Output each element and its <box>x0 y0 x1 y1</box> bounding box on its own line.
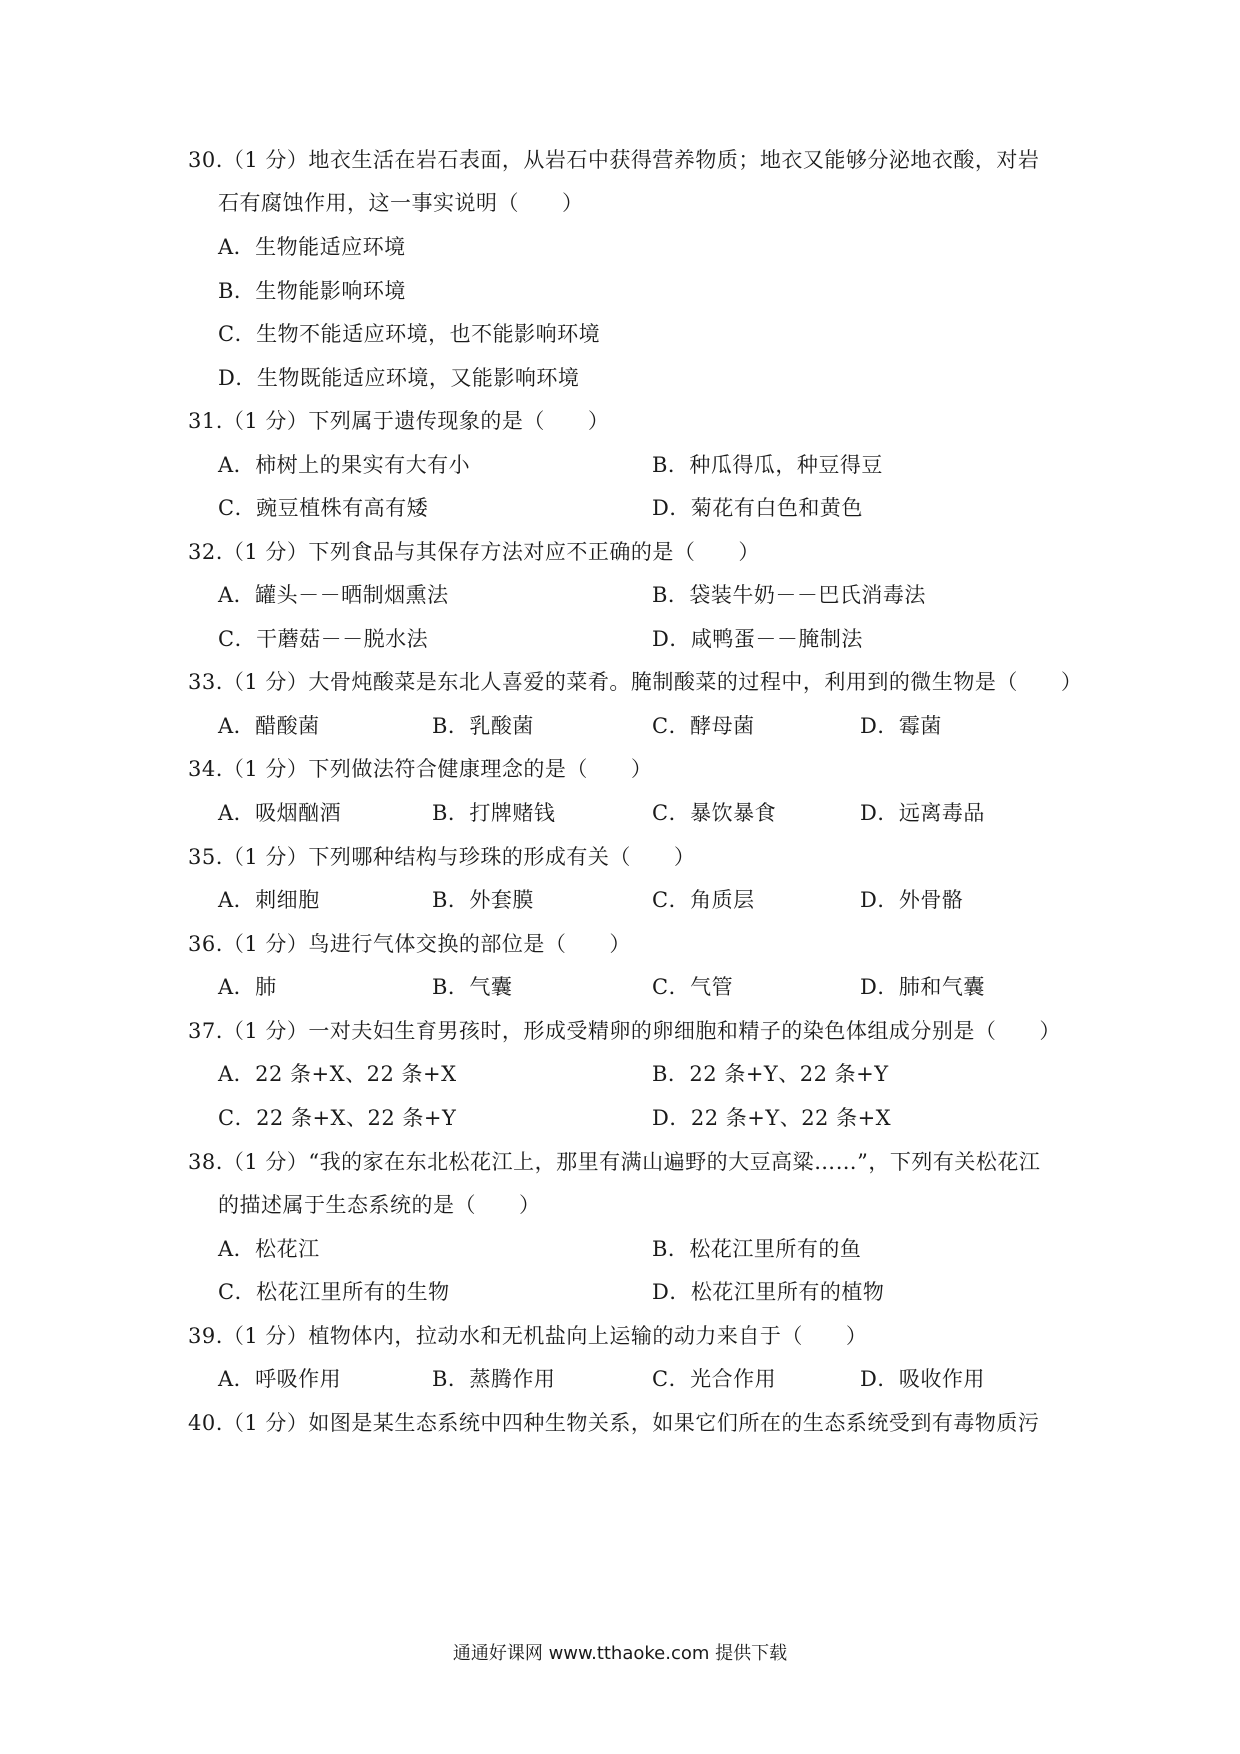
question-31-option-b: B．种瓜得瓜，种豆得豆 <box>652 453 883 477</box>
question-36-option-c: C．气管 <box>652 975 734 999</box>
question-39-option-b: B．蒸腾作用 <box>432 1367 556 1391</box>
question-30-option-c: C．生物不能适应环境，也不能影响环境 <box>218 322 601 346</box>
question-38-option-d: D．松花江里所有的植物 <box>652 1280 885 1304</box>
question-33-option-b: B．乳酸菌 <box>432 714 534 738</box>
question-34-option-d: D．远离毒品 <box>860 801 985 825</box>
question-39-option-d: D．吸收作用 <box>860 1367 985 1391</box>
question-35-option-b: B．外套膜 <box>432 888 534 912</box>
question-33-option-d: D．霉菌 <box>860 714 942 738</box>
question-32-option-b: B．袋装牛奶－－巴氏消毒法 <box>652 583 926 607</box>
question-32-stem: 32.（1 分）下列食品与其保存方法对应不正确的是（ ） <box>188 540 760 564</box>
question-32-option-d: D．咸鸭蛋－－腌制法 <box>652 627 863 651</box>
question-31-stem: 31.（1 分）下列属于遗传现象的是（ ） <box>188 409 610 433</box>
question-37-option-a: A．22 条+X、22 条+X <box>218 1062 457 1086</box>
question-31-option-c: C．豌豆植株有高有矮 <box>218 496 429 520</box>
question-38-option-b: B．松花江里所有的鱼 <box>652 1237 862 1261</box>
question-36-option-d: D．肺和气囊 <box>860 975 985 999</box>
question-30-option-a: A．生物能适应环境 <box>218 235 406 259</box>
question-35-option-d: D．外骨骼 <box>860 888 964 912</box>
question-31-option-d: D．菊花有白色和黄色 <box>652 496 863 520</box>
question-35-stem: 35.（1 分）下列哪种结构与珍珠的形成有关（ ） <box>188 845 696 869</box>
question-30-option-b: B．生物能影响环境 <box>218 279 406 303</box>
question-33-stem: 33.（1 分）大骨炖酸菜是东北人喜爱的菜肴。腌制酸菜的过程中，利用到的微生物是（ ） <box>188 670 1083 694</box>
question-38-option-a: A．松花江 <box>218 1237 320 1261</box>
question-36-option-b: B．气囊 <box>432 975 513 999</box>
question-33-option-a: A．醋酸菌 <box>218 714 320 738</box>
question-40-stem: 40.（1 分）如图是某生态系统中四种生物关系，如果它们所在的生态系统受到有毒物质污 <box>188 1411 1040 1435</box>
question-34-option-c: C．暴饮暴食 <box>652 801 777 825</box>
question-30-stem: 30.（1 分）地衣生活在岩石表面，从岩石中获得营养物质；地衣又能够分泌地衣酸，对岩 <box>188 148 1040 172</box>
question-37-option-c: C．22 条+X、22 条+Y <box>218 1106 457 1130</box>
question-35-option-c: C．角质层 <box>652 888 755 912</box>
question-36-stem: 36.（1 分）鸟进行气体交换的部位是（ ） <box>188 932 631 956</box>
question-33-option-c: C．酵母菌 <box>652 714 755 738</box>
question-37-option-d: D．22 条+Y、22 条+X <box>652 1106 892 1130</box>
question-34-option-a: A．吸烟酗酒 <box>218 801 342 825</box>
question-32-option-a: A．罐头－－晒制烟熏法 <box>218 583 449 607</box>
question-38-stem-continued: 的描述属于生态系统的是（ ） <box>218 1193 541 1217</box>
question-31-option-a: A．柿树上的果实有大有小 <box>218 453 471 477</box>
question-30-stem-continued: 石有腐蚀作用，这一事实说明（ ） <box>218 191 584 215</box>
question-37-option-b: B．22 条+Y、22 条+Y <box>652 1062 889 1086</box>
question-34-stem: 34.（1 分）下列做法符合健康理念的是（ ） <box>188 757 653 781</box>
question-39-stem: 39.（1 分）植物体内，拉动水和无机盐向上运输的动力来自于（ ） <box>188 1324 868 1348</box>
question-35-option-a: A．刺细胞 <box>218 888 320 912</box>
question-39-option-a: A．呼吸作用 <box>218 1367 342 1391</box>
question-34-option-b: B．打牌赌钱 <box>432 801 556 825</box>
question-32-option-c: C．干蘑菇－－脱水法 <box>218 627 429 651</box>
question-39-option-c: C．光合作用 <box>652 1367 777 1391</box>
question-37-stem: 37.（1 分）一对夫妇生育男孩时，形成受精卵的卵细胞和精子的染色体组成分别是（ ） <box>188 1019 1061 1043</box>
question-30-option-d: D．生物既能适应环境，又能影响环境 <box>218 366 580 390</box>
question-38-option-c: C．松花江里所有的生物 <box>218 1280 450 1304</box>
question-36-option-a: A．肺 <box>218 975 277 999</box>
question-38-stem: 38.（1 分）“我的家在东北松花江上，那里有满山遍野的大豆高粱……”，下列有关松花江 <box>188 1150 1041 1174</box>
page-footer: 通通好课网 www.tthaoke.com 提供下载 <box>452 1643 788 1664</box>
